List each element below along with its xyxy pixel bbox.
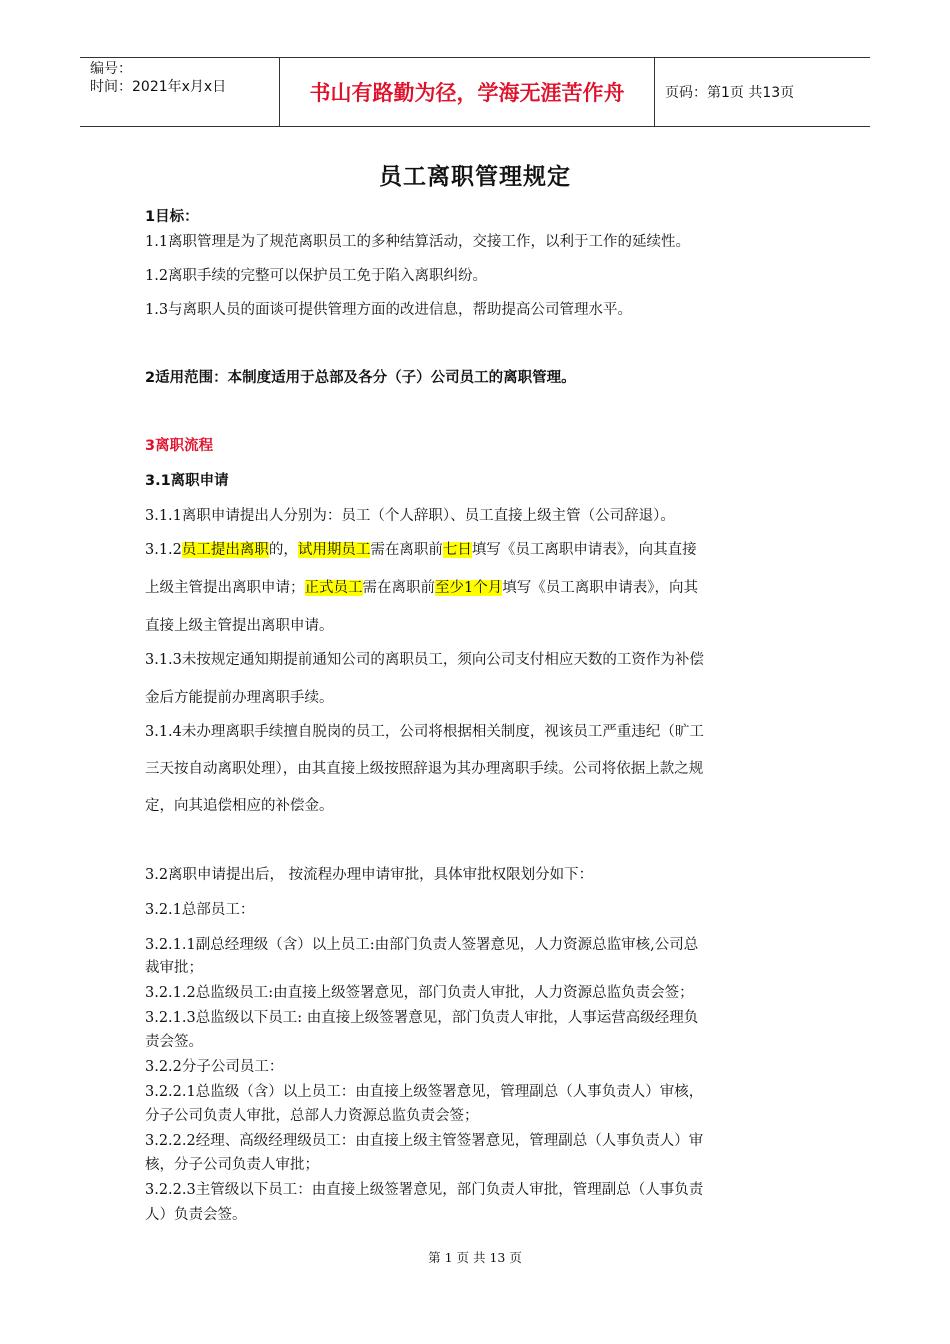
paragraph-3-2-1-3-line1: 3.2.1.3总监级以下员工: 由直接上级签署意见，部门负责人审批，人事运营高级经理负: [145, 1010, 699, 1026]
paragraph-3-2-2-3-line1: 3.2.2.3主管级以下员工：由直接上级签署意见，部门负责人审批，管理副总（人事负责: [145, 1182, 704, 1198]
paragraph-3-2-1-1-line2: 裁审批；: [145, 960, 203, 976]
text-run: 上级主管提出离职申请；: [145, 580, 305, 596]
paragraph-3-2-1-2: 3.2.1.2总监级员工:由直接上级签署意见，部门负责人审批，人力资源总监负责会签；: [145, 985, 694, 1001]
paragraph-3-1-4-line1: 3.1.4未办理离职手续擅自脱岗的员工，公司将根据相关制度，视该员工严重违纪（旷工: [145, 724, 704, 740]
paragraph-1-3: 1.3与离职人员的面谈可提供管理方面的改进信息，帮助提高公司管理水平。: [145, 302, 633, 318]
paragraph-1-2: 1.2离职手续的完整可以保护员工免于陷入离职纠纷。: [145, 268, 488, 284]
paragraph-3-1-2-line1: [145, 538, 810, 559]
text-run: 填写《员工离职申请表》，向其: [502, 580, 698, 596]
paragraph-3-2-1: 3.2.1总部员工：: [145, 902, 255, 918]
page-footer: 第 1 页 共 13 页: [428, 1250, 522, 1265]
paragraph-3-2-2-2-line1: 3.2.2.2经理、高级经理级员工：由直接上级主管签署意见，管理副总（人事负责人）审: [145, 1133, 704, 1149]
header-meta: [80, 58, 280, 126]
paragraph-3-1-2-line2: [145, 576, 810, 597]
page-header: [80, 57, 870, 127]
paragraph-3-1-1: 3.1.1离职申请提出人分别为：员工（个人辞职）、员工直接上级主管（公司辞退）。: [145, 508, 675, 524]
section-1-heading: 1目标：: [145, 209, 199, 225]
paragraph-3-2-2-1-line2: 分子公司负责人审批，总部人力资源总监负责会签；: [145, 1108, 479, 1124]
header-page-info: 页码：第1页 共13页: [665, 85, 795, 101]
highlight-text: 员工提出离职: [181, 542, 269, 558]
highlight-text: 正式员工: [304, 580, 363, 596]
paragraph-3-1-3-line2: 金后方能提前办理离职手续。: [145, 690, 334, 706]
text-run: 填写《员工离职申请表》，向其直接: [471, 542, 697, 558]
section-2-scope: 2适用范围：本制度适用于总部及各分（子）公司员工的离职管理。: [145, 370, 576, 386]
paragraph-3-2-2-3-line2: 人）负责会签。: [145, 1207, 247, 1223]
clause-number: 3.1.2: [145, 542, 182, 558]
paragraph-1-1: 1.1离职管理是为了规范离职员工的多种结算活动，交接工作，以利于工作的延续性。: [145, 234, 691, 250]
paragraph-3-1-4-line3: 定，向其追偿相应的补偿金。: [145, 798, 334, 814]
text-run: 需在离职前: [370, 542, 443, 558]
paragraph-3-2-1-1-line1: 3.2.1.1副总经理级（含）以上员工:由部门负责人签署意见，人力资源总监审核,公司总: [145, 937, 699, 953]
text-run: 的，: [268, 542, 298, 558]
document-title: 员工离职管理规定: [379, 164, 571, 190]
paragraph-3-1-3-line1: 3.1.3未按规定通知期提前通知公司的离职员工，须向公司支付相应天数的工资作为补偿: [145, 652, 704, 668]
time-label: 时间：2021年x月x日: [90, 79, 227, 95]
paragraph-3-2-2: 3.2.2分子公司员工：: [145, 1059, 284, 1075]
paragraph-3-2-2-2-line2: 核，分子公司负责人审批；: [145, 1157, 319, 1173]
header-motto: 书山有路勤为径，学海无涯苦作舟: [280, 58, 655, 126]
paragraph-3-2-1-3-line2: 责会签。: [145, 1034, 203, 1050]
paragraph-3-1-2-line3: 直接上级主管提出离职申请。: [145, 618, 334, 634]
section-3-heading: 3离职流程: [145, 438, 214, 454]
number-label: 编号：: [90, 61, 132, 77]
paragraph-3-2: 3.2离职申请提出后， 按流程办理申请审批，具体审批权限划分如下：: [145, 867, 594, 883]
highlight-text: 至少1个月: [435, 580, 503, 596]
text-run: 需在离职前: [362, 580, 435, 596]
highlight-text: 试用期员工: [297, 542, 371, 558]
highlight-text: 七日: [442, 542, 472, 558]
paragraph-3-2-2-1-line1: 3.2.2.1总监级（含）以上员工：由直接上级签署意见，管理副总（人事负责人）审核，: [145, 1084, 704, 1100]
section-3-1-heading: 3.1离职申请: [145, 473, 229, 489]
paragraph-3-1-4-line2: 三天按自动离职处理），由其直接上级按照辞退为其办理离职手续。公司将依据上款之规: [145, 761, 704, 777]
